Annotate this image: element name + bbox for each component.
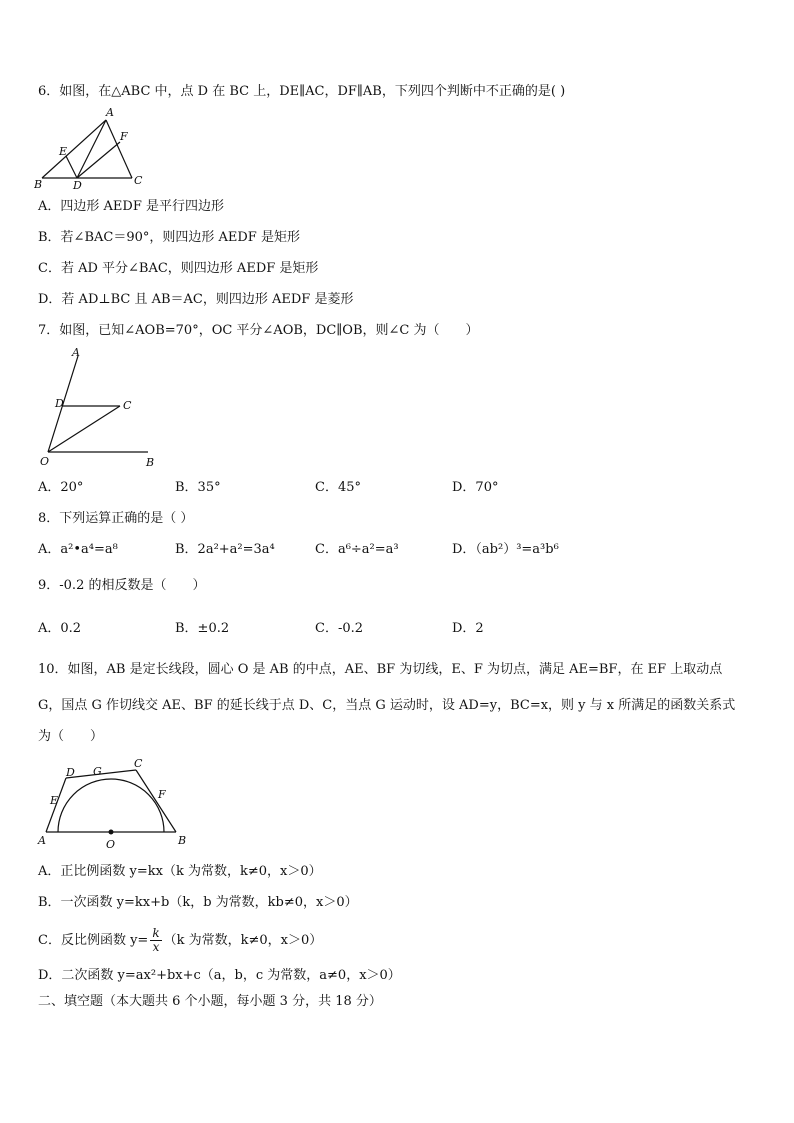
q10-label-f: F: [158, 788, 166, 801]
q7-label-a: A: [72, 346, 80, 359]
q6-segment-ad: [77, 120, 106, 178]
q9-option-a: A．0.2: [38, 621, 82, 636]
q10-option-c-suffix: （k 为常数，k≠0，x＞0）: [163, 933, 323, 948]
q9-stem: 9．-0.2 的相反数是（ ）: [38, 578, 206, 593]
q10-option-c-denominator: x: [152, 940, 160, 954]
q9-option-c: C．-0.2: [315, 621, 364, 636]
q6-segment-de: [66, 156, 77, 178]
q10-label-o: O: [106, 838, 116, 851]
q6-label-e: E: [59, 145, 68, 158]
q7-stem: 7．如图，已知∠AOB=70°，OC 平分∠AOB，DC∥OB，则∠C 为（ ）: [38, 323, 479, 338]
q7-label-o: O: [40, 455, 50, 468]
q10-option-c: [38, 926, 322, 956]
q6-side-ab: [42, 120, 106, 178]
q8-stem: 8．下列运算正确的是（ ）: [38, 511, 194, 526]
q7-label-c: C: [123, 399, 132, 412]
q10-semicircle-arc: [58, 779, 164, 832]
q10-label-a: A: [38, 834, 46, 847]
q6-label-c: C: [134, 174, 143, 187]
q10-label-g: G: [93, 765, 102, 778]
q7-label-b: B: [146, 456, 155, 469]
q10-stem-line3: 为（ ）: [38, 729, 104, 744]
q10-label-e: E: [50, 794, 59, 807]
q7-angle-figure: [36, 344, 166, 470]
q10-stem-line1: 10．如图，AB 是定长线段，圆心 O 是 AB 的中点，AE、BF 为切线，E、F 为切点，满足 AE=BF，在 EF 上取动点: [38, 662, 723, 677]
q6-label-b: B: [34, 178, 43, 190]
q10-option-b: B．一次函数 y=kx+b（k，b 为常数，kb≠0，x＞0）: [38, 895, 358, 910]
q10-tangent-bc: [136, 770, 176, 832]
q10-label-d: D: [66, 766, 75, 779]
q8-option-a: A．a²•a⁴=a⁸: [38, 542, 118, 557]
q10-option-c-numerator: k: [152, 926, 160, 940]
q10-center-point: [109, 830, 114, 835]
q6-option-c: C．若 AD 平分∠BAC，则四边形 AEDF 是矩形: [38, 261, 319, 276]
q10-option-c-prefix: C．反比例函数 y=: [38, 933, 149, 948]
q6-option-d: D．若 AD⊥BC 且 AB＝AC，则四边形 AEDF 是菱形: [38, 292, 354, 307]
q8-option-d: D．（ab²）³=a³b⁶: [452, 542, 559, 557]
q6-option-b: B．若∠BAC＝90°，则四边形 AEDF 是矩形: [38, 230, 300, 245]
q6-label-d: D: [73, 179, 82, 190]
section2-title: 二、填空题（本大题共 6 个小题，每小题 3 分，共 18 分）: [38, 994, 382, 1009]
q7-option-d: D．70°: [452, 480, 499, 495]
q6-triangle-figure: [34, 106, 154, 190]
q6-label-a: A: [106, 106, 114, 119]
q7-segment-oc: [48, 406, 120, 452]
q7-option-b: B．35°: [175, 480, 221, 495]
q7-label-d: D: [55, 397, 64, 410]
q8-option-b: B．2a²+a²=3a⁴: [175, 542, 275, 557]
q10-label-b: B: [178, 834, 187, 847]
q10-option-c-fraction: [150, 927, 161, 954]
q10-semicircle-figure: [36, 756, 190, 852]
q6-segment-df: [77, 142, 120, 178]
q6-side-ac: [106, 120, 132, 178]
q9-option-b: B．±0.2: [175, 621, 230, 636]
q10-stem-line2: G，国点 G 作切线交 AE、BF 的延长线于点 D、C，当点 G 运动时，设 AD=y，BC=x，则 y 与 x 所满足的函数关系式: [38, 698, 736, 713]
q7-option-a: A．20°: [38, 480, 84, 495]
q6-option-a: A．四边形 AEDF 是平行四边形: [38, 199, 224, 214]
q8-option-c: C．a⁶÷a²=a³: [315, 542, 399, 557]
q9-option-d: D．2: [452, 621, 484, 636]
q7-option-c: C．45°: [315, 480, 361, 495]
q6-label-f: F: [120, 130, 128, 143]
q10-option-a: A．正比例函数 y=kx（k 为常数，k≠0，x＞0）: [38, 864, 322, 879]
q10-option-d: D．二次函数 y=ax²+bx+c（a，b，c 为常数，a≠0，x＞0）: [38, 968, 401, 983]
q10-label-c: C: [134, 757, 143, 770]
q6-stem: 6．如图，在△ABC 中，点 D 在 BC 上，DE∥AC，DF∥AB，下列四个判断中不正确的是( ): [38, 84, 566, 99]
